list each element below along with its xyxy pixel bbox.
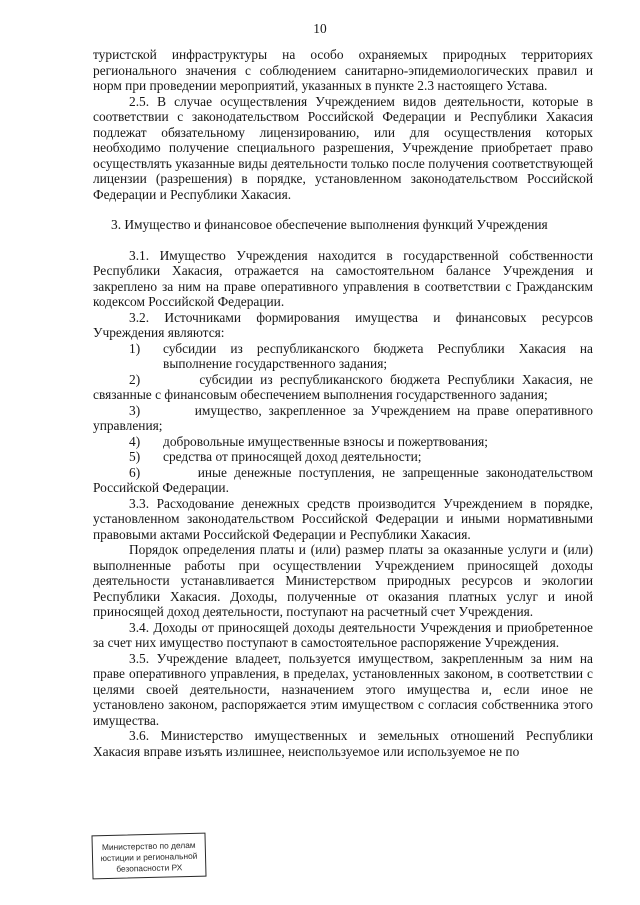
paragraph-3-6: 3.6. Министерство имущественных и земельных отношений Республики Хакасия вправе изъять излишнее, неиспользуемое или используемое не по (93, 728, 593, 759)
list-item-6 (93, 465, 593, 496)
list-item-number: 6) (129, 464, 141, 480)
paragraph-3-5: 3.5. Учреждение владеет, пользуется имуществом, закрепленным за ним на праве оперативного управления, в пределах, установленных законом, в соответствии с целями своей деятельности, назначением этого имущества и, если иное не установлено законом, распоряжается этим имуществом с согласия собственника этого имущества. (93, 650, 593, 728)
list-item-1 (93, 341, 593, 372)
stamp-line: безопасности РХ (116, 862, 183, 874)
list-item-number: 3) (129, 402, 141, 418)
list-item-4 (93, 434, 593, 450)
list-item-text: иные денежные поступления, не запрещенные законодательством Российской Федерации. (93, 464, 593, 495)
list-item-number: 4) (129, 433, 141, 449)
paragraph-3-3: 3.3. Расходование денежных средств производится Учреждением в порядке, установленном законодательством Российской Федерации и иными нормативными правовыми актами Российской Федерации и Республики Хакасия. (93, 495, 593, 542)
list-item-number: 2) (129, 371, 141, 387)
list-item-number: 5) (129, 449, 141, 464)
paragraph-3-4: 3.4. Доходы от приносящей доходы деятельности Учреждения и приобретенное за счет них имущество поступают в самостоятельное распоряжение Учреждения. (93, 619, 593, 650)
section-heading-3: 3. Имущество и финансовое обеспечение выполнения функций Учреждения (111, 217, 548, 232)
list-item-text: добровольные имущественные взносы и пожертвования; (163, 433, 488, 449)
paragraph-3-2: 3.2. Источниками формирования имущества и финансовых ресурсов Учреждения являются: (93, 309, 593, 340)
registration-stamp (91, 833, 206, 880)
list-item-text: субсидии из республиканского бюджета Республики Хакасия на выполнение государственного задания; (163, 340, 593, 371)
body-text (93, 47, 593, 759)
list-item-3 (93, 403, 593, 434)
page-number: 10 (313, 21, 327, 36)
paragraph-continuation: туристской инфраструктуры на особо охраняемых природных территориях регионального значения с соблюдением санитарно-эпидемиологических правил и норм при проведении мероприятий, указанных в пункте 2.3 настоящего Устава. (93, 47, 593, 93)
list-item-5 (93, 449, 593, 465)
list-item-text: субсидии из республиканского бюджета Республики Хакасия, не связанные с финансовым обеспечением выполнения государственного задания; (93, 371, 593, 402)
list-item-text: средства от приносящей доход деятельности; (163, 449, 422, 464)
list-item-2 (93, 372, 593, 403)
stamp-line: юстиции и региональной (100, 850, 198, 864)
paragraph-3-1: 3.1. Имущество Учреждения находится в государственной собственности Республики Хакасия, отражается на самостоятельном балансе Учреждения и закреплено за ним на праве оперативного управления в соответствии с Гражданским кодексом Российской Федерации. (93, 247, 593, 309)
stamp-line: Министерство по делам (101, 839, 196, 853)
paragraph-fee-order: Порядок определения платы и (или) размер платы за оказанные услуги и (или) выполненные работы при осуществлении Учреждением приносящей доходы деятельности устанавливается Министерством природных ресурсов и экологии Республики Хакасия. Доходы, полученные от оказания платных услуг и иной приносящей доход деятельности, поступают на расчетный счет Учреждения. (93, 542, 593, 619)
paragraph-2-5: 2.5. В случае осуществления Учреждением видов деятельности, которые в соответствии с законодательством Российской Федерации и Республики Хакасия подлежат обязательному лицензированию, или для осуществления которых необходимо получение специального разрешения, Учреждение приобретает право осуществлять указанные виды деятельности только после получения соответствующей лицензии (разрешения) в порядке, установленном законодательством Российской Федерации и Республики Хакасия. (93, 93, 593, 202)
list-item-text: имущество, закрепленное за Учреждением на праве оперативного управления; (93, 402, 594, 433)
list-item-number: 1) (129, 340, 141, 356)
